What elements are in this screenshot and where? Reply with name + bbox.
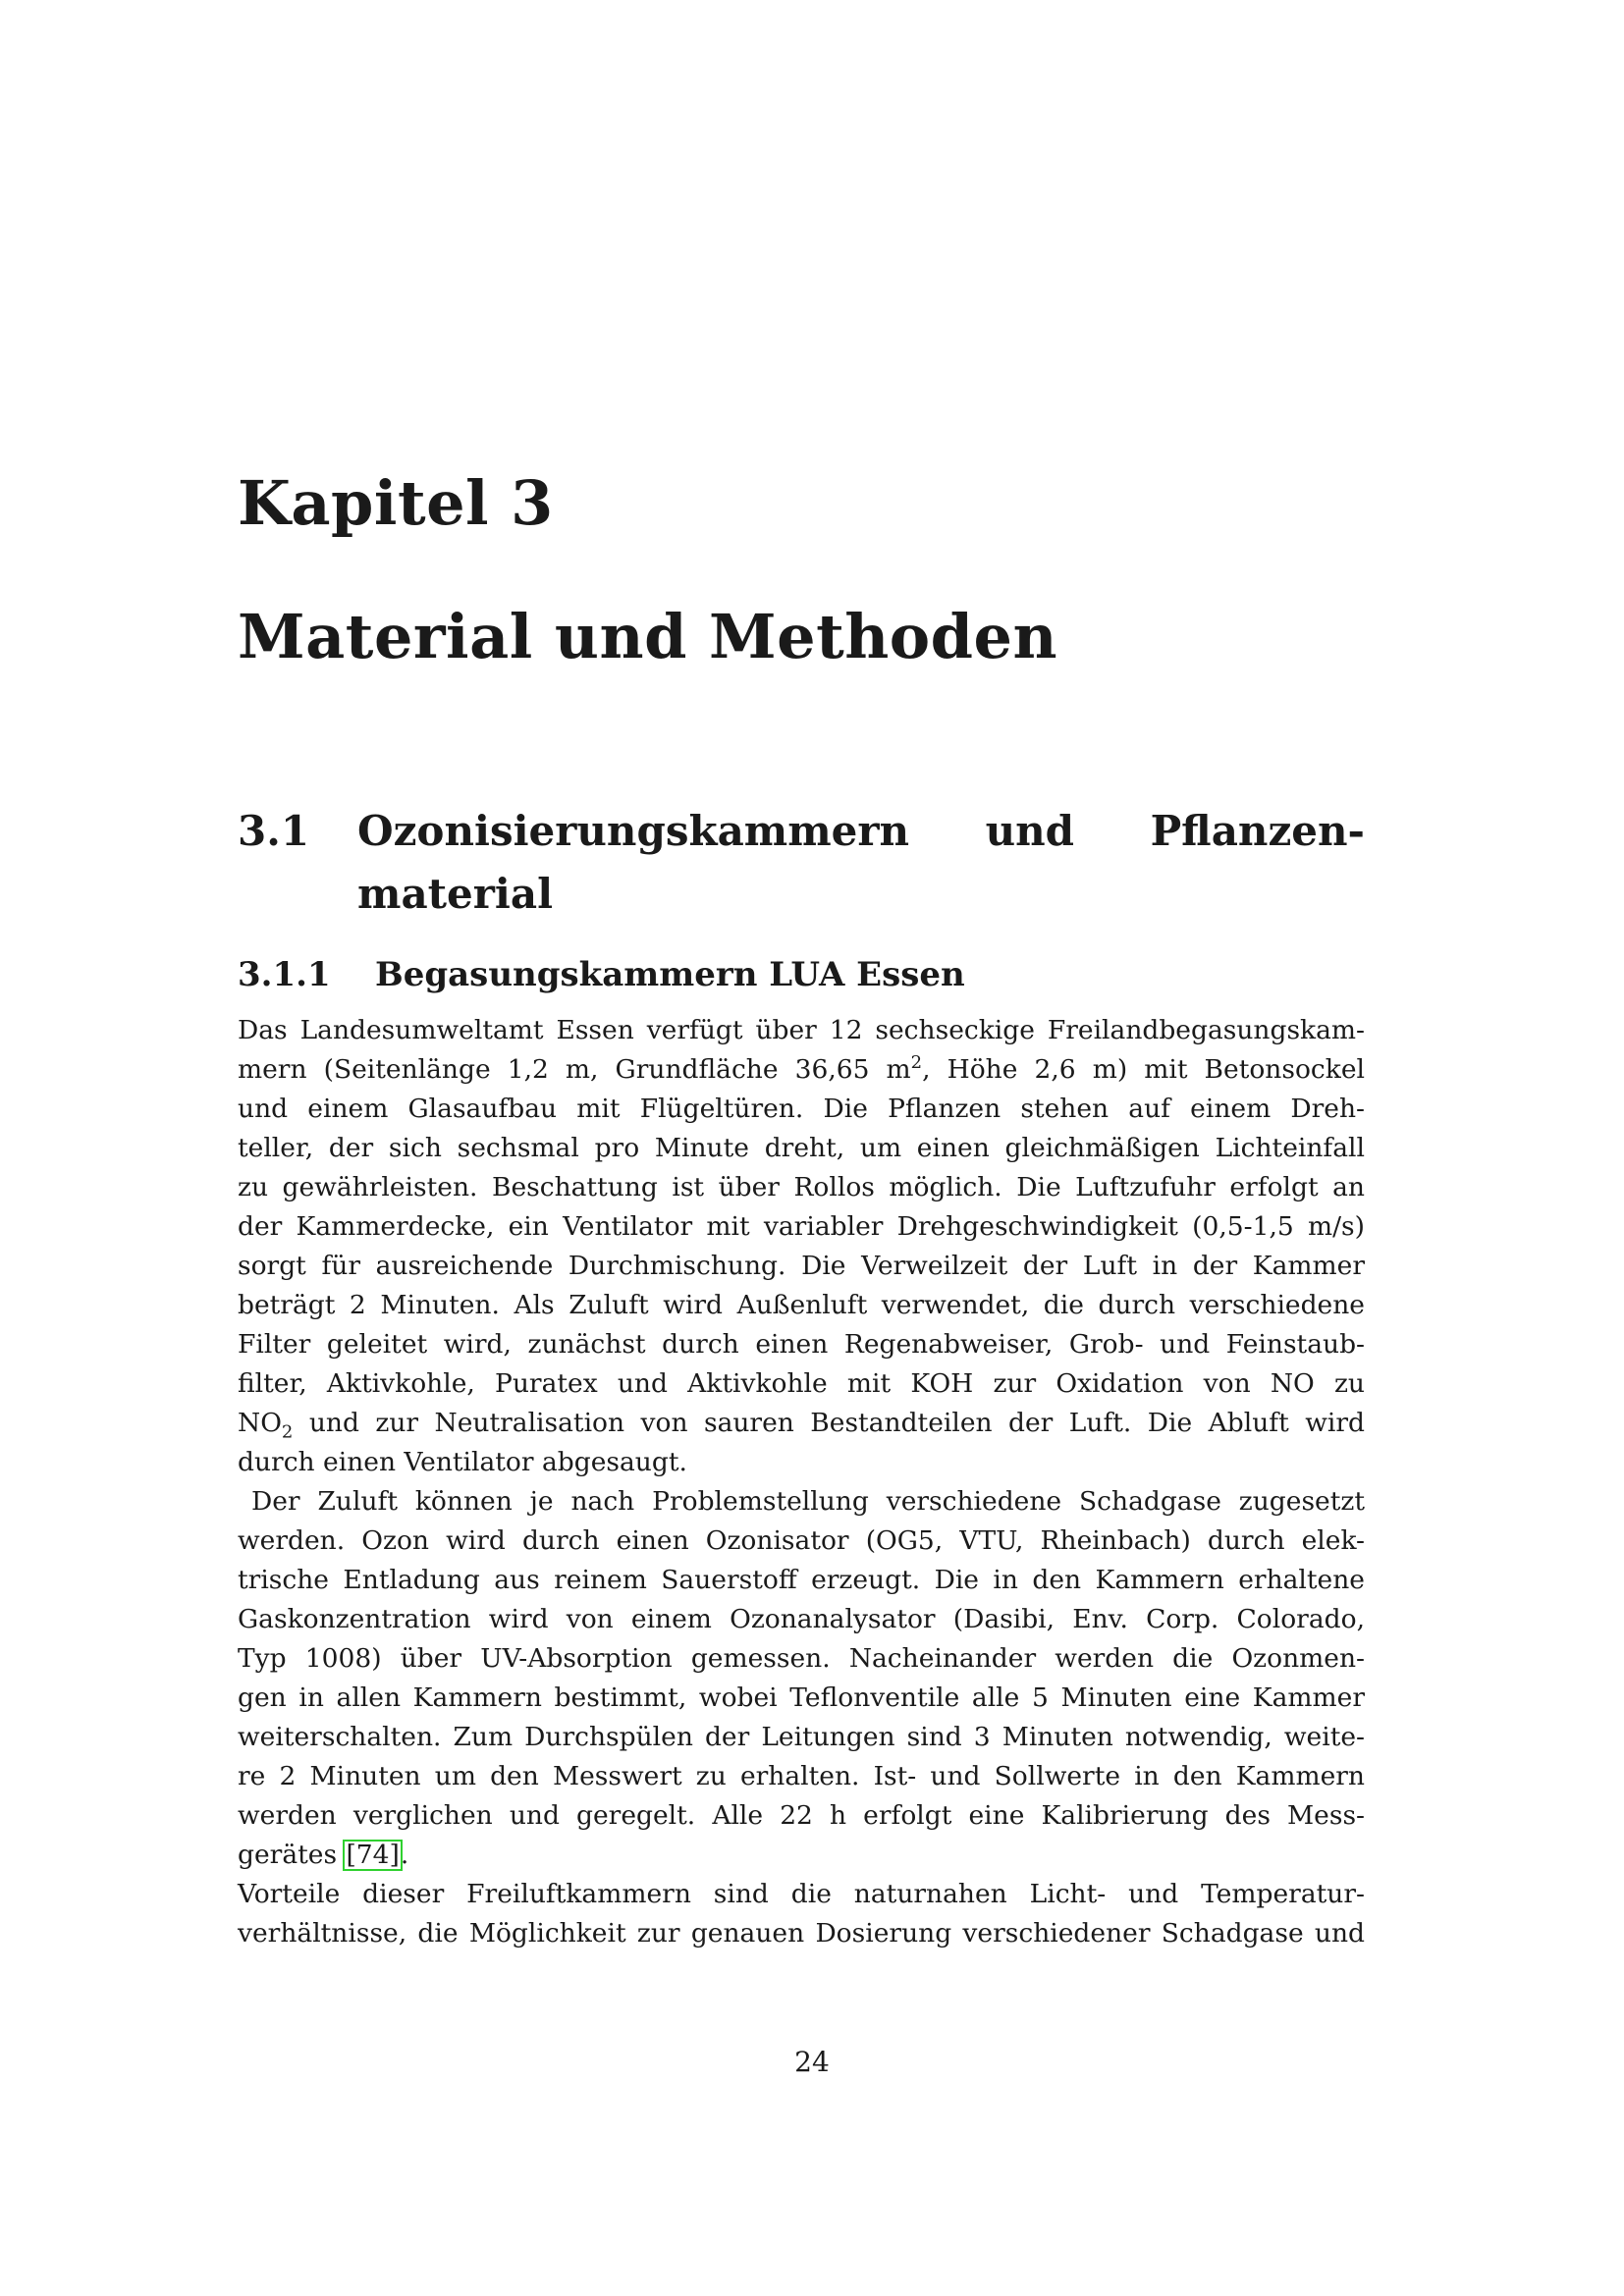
subsection-title: Begasungskammern LUA Essen <box>375 955 965 994</box>
superscript: 2 <box>910 1052 923 1074</box>
text-line: beträgt 2 Minuten. Als Zuluft wird Außenluft verwendet, die durch verschiedene <box>238 1290 1365 1320</box>
text-line: trische Entladung aus reinem Sauerstoff erzeugt. Die in den Kammern erhaltene <box>238 1565 1365 1595</box>
text-line: werden verglichen und geregelt. Alle 22 h erfolgt eine Kalibrierung des Mess- <box>238 1800 1365 1831</box>
section-heading <box>238 800 1365 926</box>
text-fragment: NO <box>238 1408 282 1438</box>
section-title-word-3: Pflanzen- <box>1150 807 1365 855</box>
subscript: 2 <box>281 1421 294 1443</box>
text-line: und einem Glasaufbau mit Flügeltüren. Die Pflanzen stehen auf einem Dreh- <box>238 1094 1365 1124</box>
text-line: Filter geleitet wird, zunächst durch einen Regenabweiser, Grob- und Feinstaub- <box>238 1329 1365 1360</box>
text-fragment: , Höhe 2,6 m) mit Betonsockel <box>922 1054 1365 1085</box>
text-line <box>238 1836 1365 1875</box>
chapter-label: Kapitel 3 <box>238 467 554 539</box>
subsection-heading <box>238 950 965 999</box>
text-line <box>238 1050 1365 1090</box>
text-line: filter, Aktivkohle, Puratex und Aktivkohle mit KOH zur Oxidation von NO zu <box>238 1368 1365 1399</box>
text-line: teller, der sich sechsmal pro Minute dreht, um einen gleichmäßigen Lichteinfall <box>238 1133 1365 1163</box>
text-line: sorgt für ausreichende Durchmischung. Die Verweilzeit der Luft in der Kammer <box>238 1251 1365 1281</box>
text-line <box>238 1404 1365 1443</box>
section-title-word-1: Ozonisierungskammern <box>357 807 910 855</box>
text-line: re 2 Minuten um den Messwert zu erhalten. Ist- und Sollwerte in den Kammern <box>238 1761 1365 1791</box>
citation-link[interactable]: [74] <box>346 1840 400 1870</box>
text-line: der Kammerdecke, ein Ventilator mit variabler Drehgeschwindigkeit (0,5-1,5 m/s) <box>238 1211 1365 1242</box>
chapter-title: Material und Methoden <box>238 601 1058 672</box>
text-line: Vorteile dieser Freiluftkammern sind die naturnahen Licht- und Temperatur- <box>238 1879 1365 1909</box>
text-fragment: mern (Seitenlänge 1,2 m, Grundfläche 36,65 m <box>238 1054 911 1085</box>
text-line: werden. Ozon wird durch einen Ozonisator (OG5, VTU, Rheinbach) durch elek- <box>238 1525 1365 1556</box>
section-title-word-2: und <box>985 807 1075 855</box>
text-line: weiterschalten. Zum Durchspülen der Leitungen sind 3 Minuten notwendig, weite- <box>238 1722 1365 1752</box>
text-line: Das Landesumweltamt Essen verfügt über 12 sechseckige Freilandbegasungskam- <box>238 1015 1365 1045</box>
text-line: verhältnisse, die Möglichkeit zur genauen Dosierung verschiedener Schadgase und <box>238 1918 1365 1949</box>
section-heading-line <box>238 800 1365 863</box>
text-line: Typ 1008) über UV-Absorption gemessen. Nacheinander werden die Ozonmen- <box>238 1643 1365 1674</box>
text-fragment: und zur Neutralisation von sauren Bestandteilen der Luft. Die Abluft wird <box>293 1408 1365 1438</box>
subsection-number: 3.1.1 <box>238 955 331 994</box>
body-text <box>238 1011 1365 1953</box>
text-line: durch einen Ventilator abgesaugt. <box>238 1447 687 1477</box>
text-line: Der Zuluft können je nach Problemstellung verschiedene Schadgase zugesetzt <box>251 1486 1365 1517</box>
text-line: Gaskonzentration wird von einem Ozonanalysator (Dasibi, Env. Corp. Colorado, <box>238 1604 1365 1634</box>
text-fragment: . <box>400 1840 409 1870</box>
text-line: gen in allen Kammern bestimmt, wobei Teflonventile alle 5 Minuten eine Kammer <box>238 1682 1365 1713</box>
section-title-continuation: material <box>357 870 554 918</box>
text-line: zu gewährleisten. Beschattung ist über Rollos möglich. Die Luftzufuhr erfolgt an <box>238 1172 1365 1202</box>
section-number: 3.1 <box>238 807 310 855</box>
section-number-and-first-word <box>238 800 909 863</box>
text-fragment: gerätes <box>238 1840 346 1870</box>
page-number: 24 <box>794 2046 830 2078</box>
